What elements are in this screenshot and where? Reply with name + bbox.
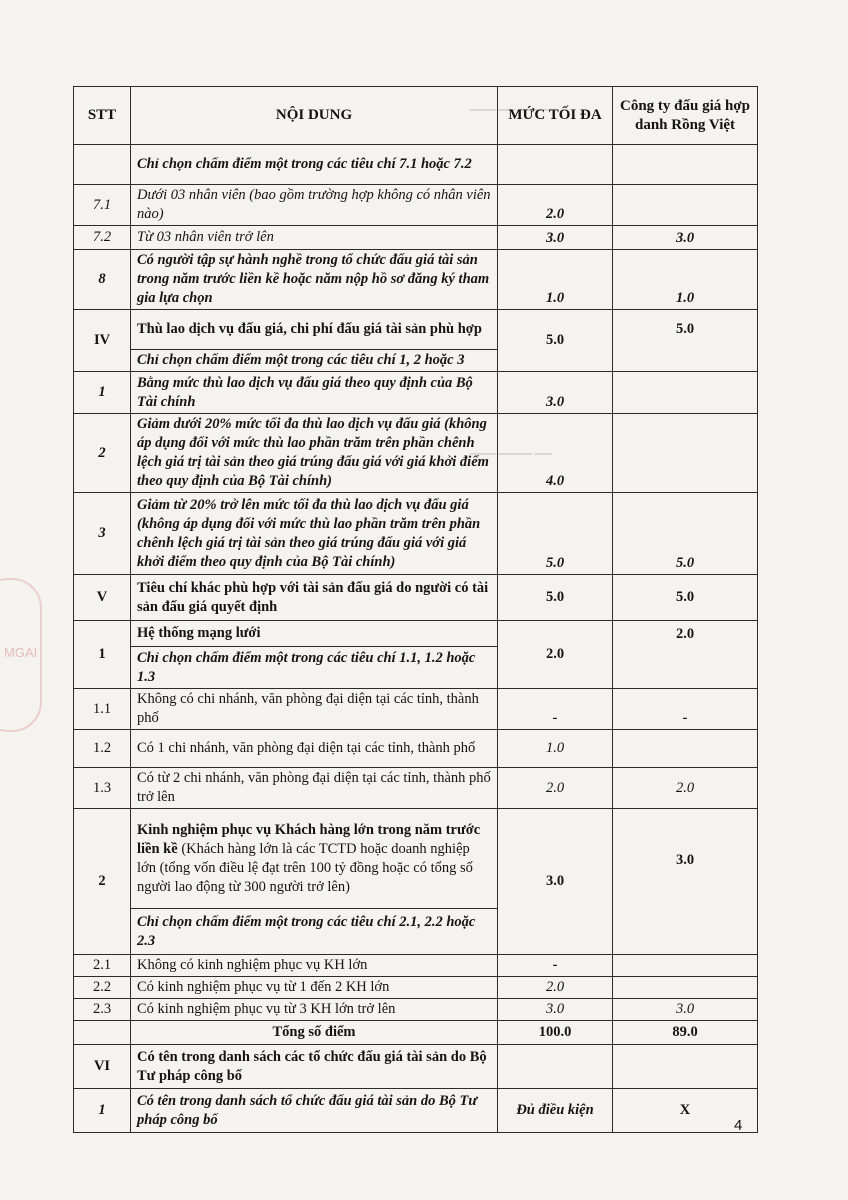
scoring-table <box>73 86 758 1133</box>
total-label: Tổng số điểm <box>131 1021 498 1045</box>
max-score-cell: 3.0 <box>498 226 613 250</box>
stt-cell: 1 <box>74 1089 131 1133</box>
stt-cell: 2.3 <box>74 999 131 1021</box>
table-row <box>74 689 758 730</box>
company-score-cell <box>613 372 758 414</box>
header-muc-toi-da: MỨC TỐI ĐA <box>498 87 613 145</box>
max-score-cell <box>498 145 613 185</box>
content-cell: Không có chi nhánh, văn phòng đại diện tại các tỉnh, thành phố <box>131 689 498 730</box>
content-cell: Có người tập sự hành nghề trong tổ chức đấu giá tài sản trong năm trước liền kề hoặc năm nộp hồ sơ đăng ký tham gia lựa chọn <box>131 250 498 310</box>
table-header-row <box>74 87 758 145</box>
max-score-cell: 2.0 <box>498 977 613 999</box>
max-score-cell: 5.0 <box>498 493 613 575</box>
company-score-cell <box>613 145 758 185</box>
max-score-cell <box>498 1045 613 1089</box>
stt-cell: 8 <box>74 250 131 310</box>
content-cell: Hệ thống mạng lưới <box>131 621 498 647</box>
stt-cell: 2 <box>74 809 131 955</box>
company-score-cell: 2.0 <box>613 621 758 689</box>
content-cell: Có tên trong danh sách các tổ chức đấu giá tài sản do Bộ Tư pháp công bố <box>131 1045 498 1089</box>
content-cell: Chỉ chọn chấm điểm một trong các tiêu chí 1, 2 hoặc 3 <box>131 350 498 372</box>
max-score-cell: 3.0 <box>498 372 613 414</box>
table-row <box>74 999 758 1021</box>
content-cell: Có kinh nghiệm phục vụ từ 1 đến 2 KH lớn <box>131 977 498 999</box>
bleed-through-texture: ▁▁▁ ▁▁▁▁ ▁▁ <box>470 443 552 455</box>
company-score-cell: - <box>613 689 758 730</box>
stt-cell: 7.2 <box>74 226 131 250</box>
table-row <box>74 226 758 250</box>
company-score-cell: 5.0 <box>613 575 758 621</box>
max-score-cell: 2.0 <box>498 185 613 226</box>
table-row <box>74 250 758 310</box>
stt-cell: VI <box>74 1045 131 1089</box>
header-cong-ty: Công ty đấu giá hợp danh Rồng Việt <box>613 87 758 145</box>
stt-cell: V <box>74 575 131 621</box>
company-score-cell: 5.0 <box>613 493 758 575</box>
max-score-cell: 1.0 <box>498 730 613 768</box>
max-score-cell: 1.0 <box>498 250 613 310</box>
stt-cell: 2.2 <box>74 977 131 999</box>
stt-cell: IV <box>74 310 131 372</box>
company-score-cell: 3.0 <box>613 999 758 1021</box>
max-score-cell: 3.0 <box>498 999 613 1021</box>
content-cell-rest: (Khách hàng lớn là các TCTD hoặc doanh nghiệp lớn (tổng vốn điều lệ đạt trên 100 tỷ đồng hoặc có tổng số người lao động từ 300 người trở lên) <box>137 840 473 895</box>
max-score-cell: - <box>498 955 613 977</box>
stt-cell: 3 <box>74 493 131 575</box>
content-cell: Có tên trong danh sách tổ chức đấu giá tài sản do Bộ Tư pháp công bố <box>131 1089 498 1133</box>
content-cell: Dưới 03 nhân viên (bao gồm trường hợp không có nhân viên nào) <box>131 185 498 226</box>
content-cell: Chỉ chọn chấm điểm một trong các tiêu chí 7.1 hoặc 7.2 <box>131 145 498 185</box>
company-score-cell <box>613 977 758 999</box>
max-score-cell: 4.0 <box>498 414 613 493</box>
max-score-cell: 2.0 <box>498 768 613 809</box>
company-score-cell <box>613 730 758 768</box>
content-cell: Giảm dưới 20% mức tối đa thù lao dịch vụ đấu giá (không áp dụng đối với mức thù lao phần trăm trên phần chênh lệch giá trị tài sản theo giá trúng đấu giá với giá khởi điểm theo quy định của Bộ Tài chính) <box>131 414 498 493</box>
content-cell: Có từ 2 chi nhánh, văn phòng đại diện tại các tỉnh, thành phố trở lên <box>131 768 498 809</box>
max-score-cell: - <box>498 689 613 730</box>
table-row <box>74 310 758 350</box>
table-row <box>74 621 758 647</box>
company-score-cell <box>613 955 758 977</box>
stt-cell: 1.1 <box>74 689 131 730</box>
content-cell: Thù lao dịch vụ đấu giá, chi phí đấu giá tài sản phù hợp <box>131 310 498 350</box>
stt-cell <box>74 145 131 185</box>
company-score-cell <box>613 185 758 226</box>
company-score-cell: 1.0 <box>613 250 758 310</box>
content-cell: Từ 03 nhân viên trở lên <box>131 226 498 250</box>
content-cell: Không có kinh nghiệm phục vụ KH lớn <box>131 955 498 977</box>
bleed-through-texture: ▁▁▁ ▁▁ ▁▁▁▁ <box>470 99 552 111</box>
content-cell: Có kinh nghiệm phục vụ từ 3 KH lớn trở lên <box>131 999 498 1021</box>
page-number: 4 <box>734 1117 743 1134</box>
company-score-cell: 5.0 <box>613 310 758 372</box>
table-row <box>74 145 758 185</box>
table-row <box>74 730 758 768</box>
table-row <box>74 1089 758 1133</box>
max-score-cell: 2.0 <box>498 621 613 689</box>
table-row <box>74 372 758 414</box>
stt-cell: 1.3 <box>74 768 131 809</box>
table-row <box>74 493 758 575</box>
table-row <box>74 414 758 493</box>
header-stt: STT <box>74 87 131 145</box>
header-noi-dung: NỘI DUNG <box>131 87 498 145</box>
content-cell: Chỉ chọn chấm điểm một trong các tiêu chí 1.1, 1.2 hoặc 1.3 <box>131 647 498 689</box>
max-score-cell: 3.0 <box>498 809 613 955</box>
content-cell-bold: Kinh nghiệm phục vụ Khách hàng lớn trong năm trước liền kề <box>137 821 481 857</box>
content-cell: Tiêu chí khác phù hợp với tài sản đấu giá do người có tài sản đấu giá quyết định <box>131 575 498 621</box>
content-cell: Bằng mức thù lao dịch vụ đấu giá theo quy định của Bộ Tài chính <box>131 372 498 414</box>
max-score-cell: Đủ điều kiện <box>498 1089 613 1133</box>
company-score-cell <box>613 1045 758 1089</box>
stt-cell: 7.1 <box>74 185 131 226</box>
stt-cell: 1 <box>74 621 131 689</box>
content-cell <box>131 809 498 909</box>
table-row <box>74 768 758 809</box>
content-cell: Giảm từ 20% trở lên mức tối đa thù lao dịch vụ đấu giá (không áp dụng đối với mức thù lao phần trăm trên phần chênh lệch giá trị tài sản theo giá trúng đấu giá với giá khởi điểm theo quy định của Bộ Tài chính) <box>131 493 498 575</box>
content-cell: Có 1 chi nhánh, văn phòng đại diện tại các tỉnh, thành phố <box>131 730 498 768</box>
table-row <box>74 575 758 621</box>
table-row <box>74 809 758 909</box>
stamp-mark-text: MGAI <box>4 645 38 660</box>
content-cell: Chỉ chọn chấm điểm một trong các tiêu chí 2.1, 2.2 hoặc 2.3 <box>131 909 498 955</box>
max-score-cell: 5.0 <box>498 575 613 621</box>
company-score-cell: 3.0 <box>613 226 758 250</box>
total-row <box>74 1021 758 1045</box>
total-company-score: 89.0 <box>613 1021 758 1045</box>
stt-cell: 2 <box>74 414 131 493</box>
company-score-cell: 2.0 <box>613 768 758 809</box>
table-row <box>74 185 758 226</box>
stt-cell: 1 <box>74 372 131 414</box>
company-score-cell: 3.0 <box>613 809 758 955</box>
company-score-cell <box>613 414 758 493</box>
table-row <box>74 955 758 977</box>
stt-cell: 1.2 <box>74 730 131 768</box>
company-score-cell: X <box>613 1089 758 1133</box>
table-row <box>74 977 758 999</box>
stt-cell <box>74 1021 131 1045</box>
table-row <box>74 1045 758 1089</box>
total-max-score: 100.0 <box>498 1021 613 1045</box>
stt-cell: 2.1 <box>74 955 131 977</box>
max-score-cell: 5.0 <box>498 310 613 372</box>
